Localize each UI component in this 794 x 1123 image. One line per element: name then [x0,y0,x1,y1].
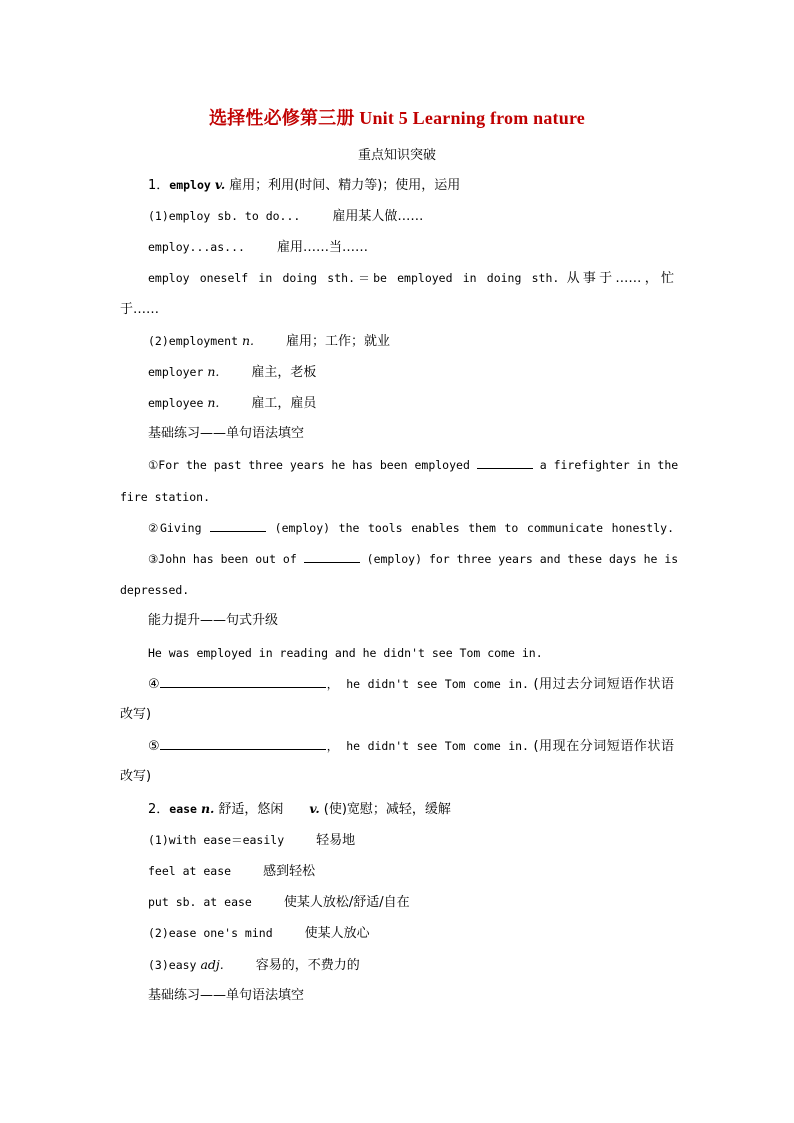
definition: (使)宽慰；减轻，缓解 [323,802,451,817]
rewrite-sentence: ⑤ ， he didn't see Tom come in. (用现在分词短语作状语 [148,739,674,754]
phrase-line: employ...as... 雇用……当…… [148,240,368,255]
section-heading: 重点知识突破 [357,148,436,163]
part-of-speech: v. [214,177,226,192]
exercise-sentence: ①For the past three years he has been employed a firefighter in the [148,458,679,472]
phrase-line: employ oneself in doing sth.＝be employed in doing sth. 从事于……，忙 [148,271,674,286]
definition: 舒适，悠闲 [218,802,284,817]
exercise-sentence-continuation: fire station. [120,490,211,504]
fill-blank[interactable] [210,519,266,532]
exercise-heading: 基础练习——单句语法填空 [148,988,305,1003]
fill-blank[interactable] [160,675,326,688]
entry-employ-heading: 1．employ v. 雇用；利用(时间、精力等)；使用，运用 [148,177,461,193]
rewrite-sentence-continuation: 改写) [120,707,152,722]
phrase-line: put sb. at ease 使某人放松/舒适/自在 [148,895,410,910]
phrase-line-continuation: 于…… [120,302,160,317]
phrase-line: (2)employment n. 雇用；工作；就业 [148,333,391,349]
phrase-line: (1)employ sb. to do... 雇用某人做…… [148,209,424,224]
part-of-speech: n. [200,801,215,816]
exercise-sentence: ③John has been out of (employ) for three years and these days he is [148,552,679,566]
exercise-heading: 基础练习——单句语法填空 [148,426,305,441]
phrase-line: (1)with ease＝easily 轻易地 [148,833,356,848]
phrase-line: (2)ease one's mind 使某人放心 [148,926,370,941]
source-sentence: He was employed in reading and he didn't see Tom come in. [148,646,543,660]
fill-blank[interactable] [160,737,326,750]
rewrite-sentence-continuation: 改写) [120,769,152,784]
headword: employ [169,178,211,192]
part-of-speech: v. [309,801,320,816]
entry-ease-heading: 2．ease n. 舒适，悠闲 v. (使)宽慰；减轻，缓解 [148,801,451,817]
exercise-sentence-continuation: depressed. [120,583,190,597]
exercise-heading: 能力提升——句式升级 [148,613,279,628]
phrase-line: feel at ease 感到轻松 [148,864,316,879]
document-title: 选择性必修第三册 Unit 5 Learning from nature [208,108,586,128]
phrase-line: (3)easy adj. 容易的，不费力的 [148,957,360,973]
rewrite-sentence: ④ ， he didn't see Tom come in. (用过去分词短语作状语 [148,677,674,692]
definition: 雇用；利用(时间、精力等)；使用，运用 [229,178,461,193]
fill-blank[interactable] [477,456,533,469]
fill-blank[interactable] [304,550,360,563]
headword: ease [169,802,197,816]
phrase-line: employer n. 雇主，老板 [148,364,317,380]
phrase-line: employee n. 雇工，雇员 [148,395,317,411]
exercise-sentence: ②Giving (employ) the tools enables them to communicate honestly. [148,521,674,535]
